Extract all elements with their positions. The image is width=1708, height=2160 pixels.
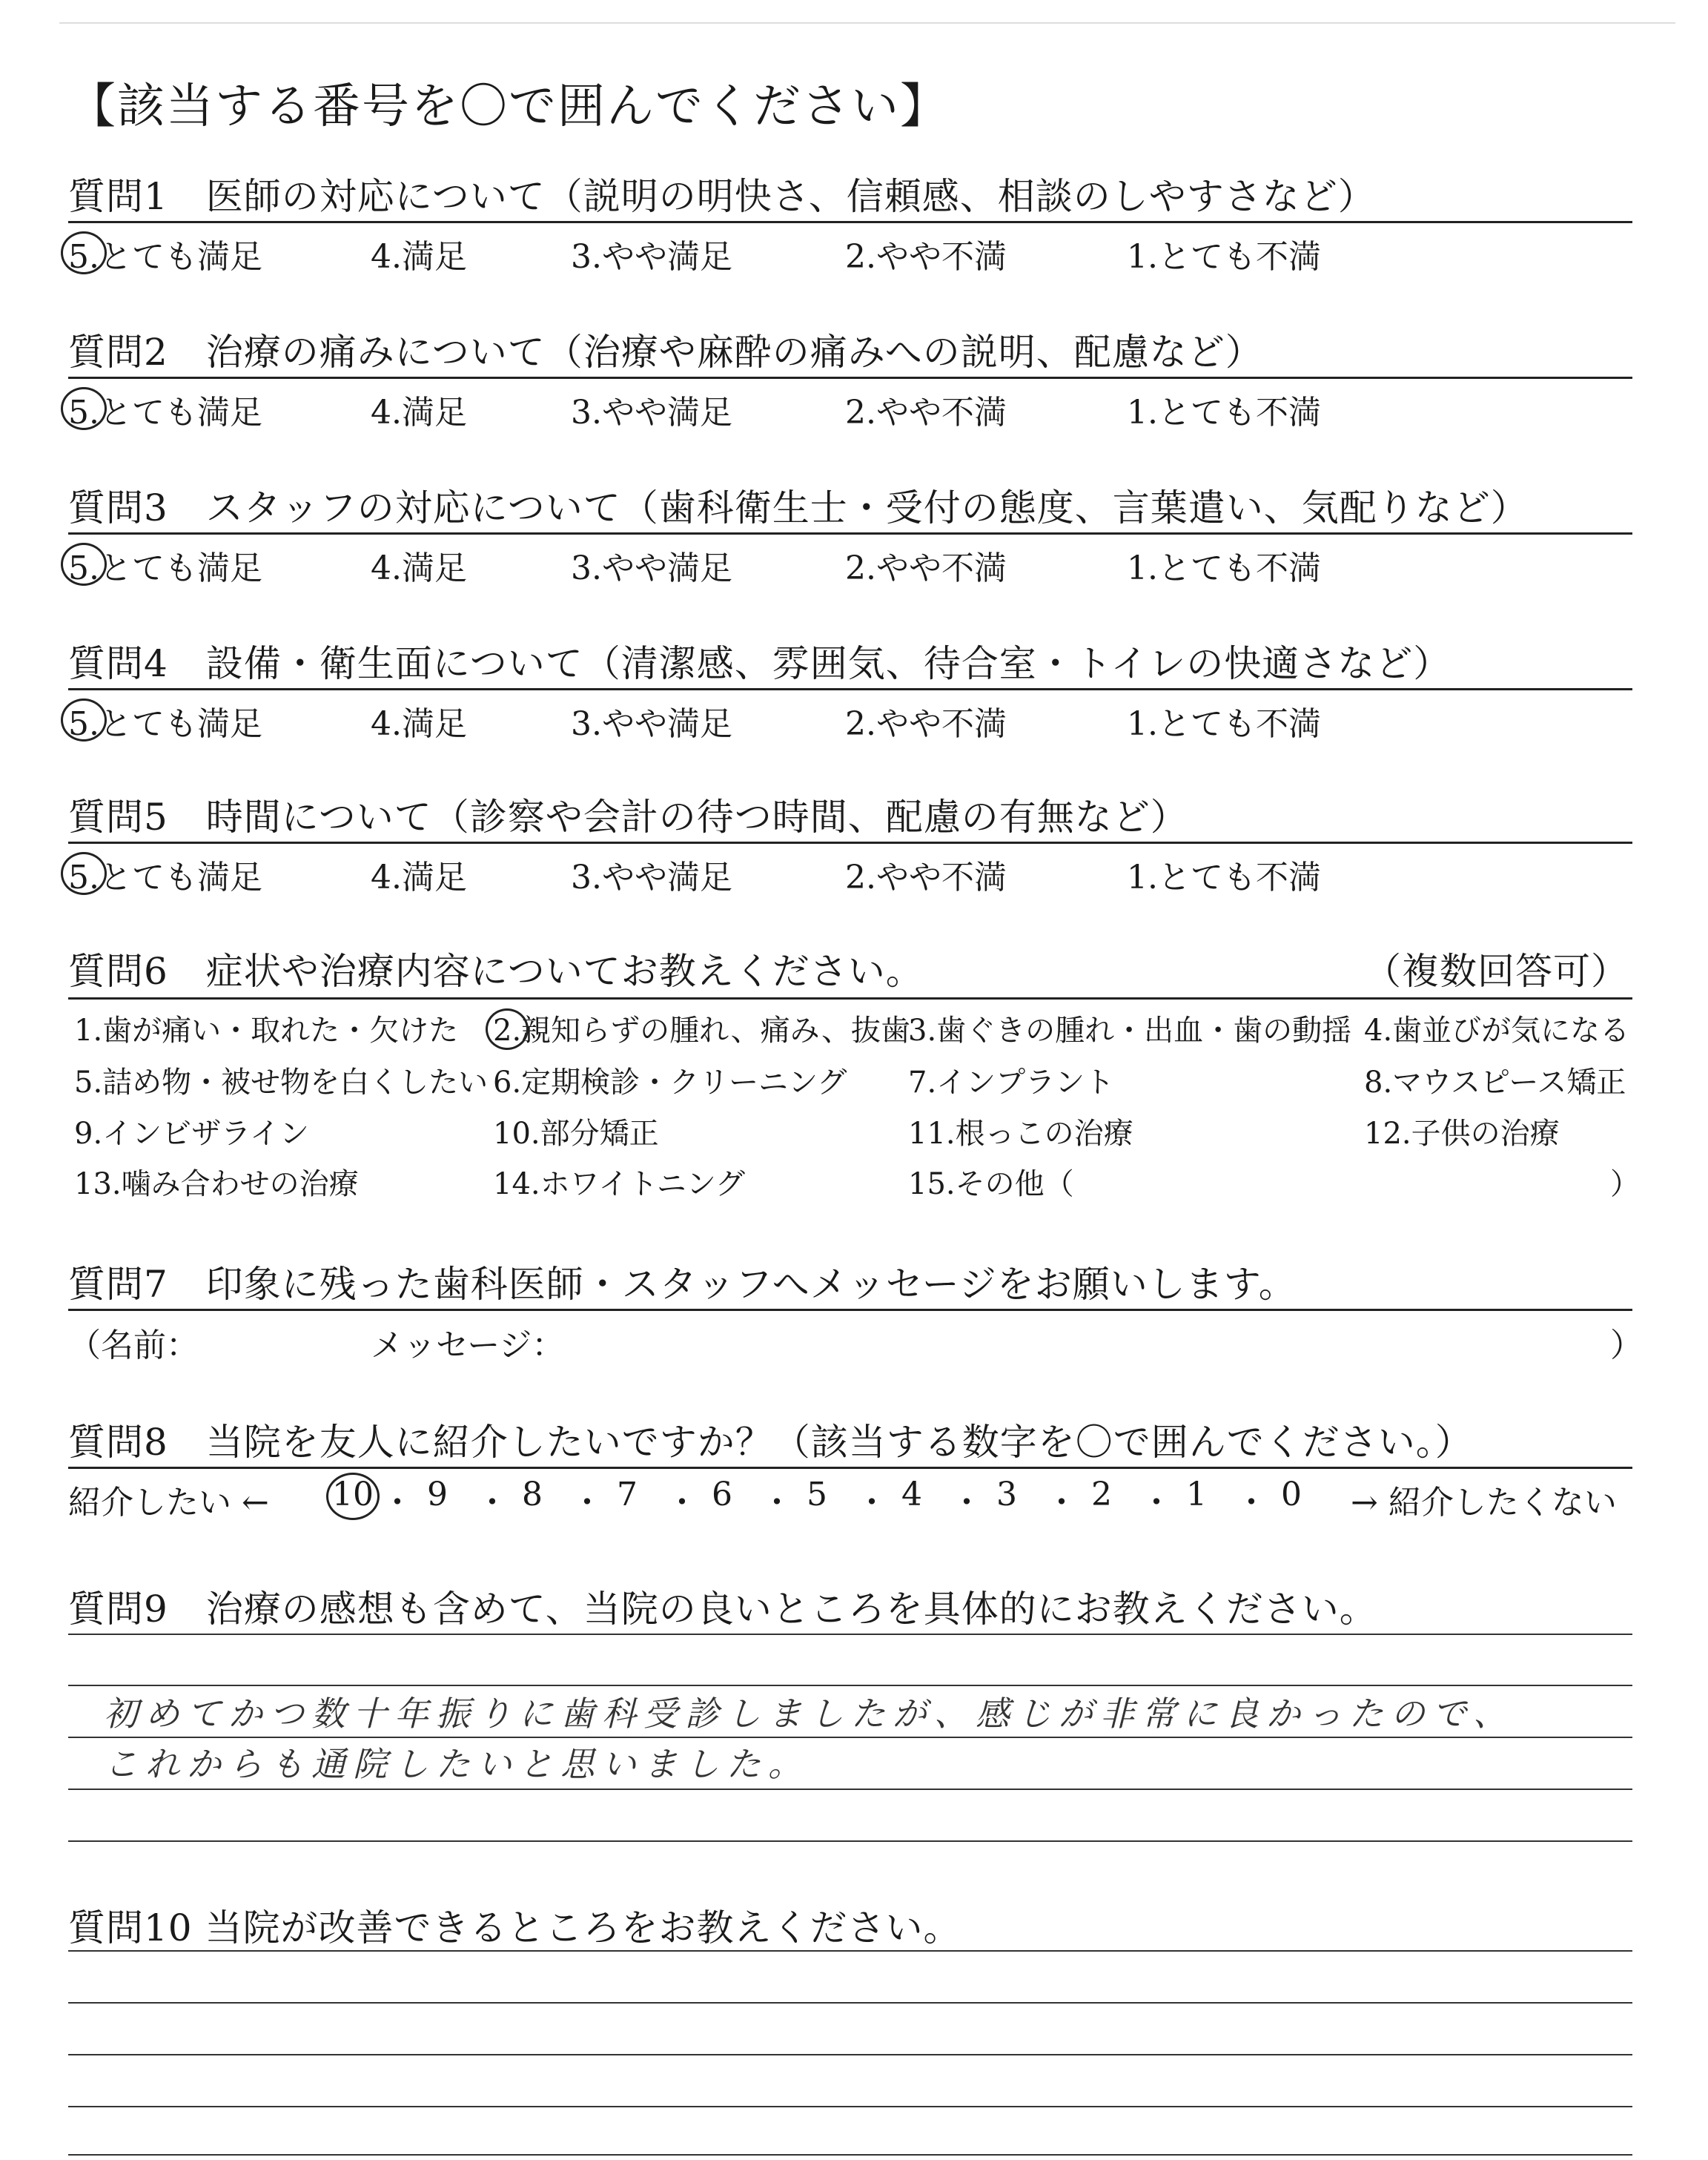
q5-option-1: 1.とても不満	[1127, 859, 1321, 896]
q6-option-11: 11.根っこの治療	[908, 1117, 1133, 1151]
q7-close: ）	[1610, 1327, 1643, 1364]
q9-answer-line-1: 初めてかつ数十年振りに歯科受診しましたが、感じが非常に良かったので、	[104, 1694, 1515, 1734]
q8-scale-2: 2	[1091, 1476, 1112, 1513]
q6-option-12: 12.子供の治療	[1364, 1117, 1560, 1151]
q5-option-5: 5.とても満足	[68, 859, 262, 896]
q4-option-1: 1.とても不満	[1127, 705, 1321, 743]
q6-option-1: 1.歯が痛い・取れた・欠けた	[74, 1014, 459, 1048]
q6-option-2: 2.親知らずの腫れ、痛み、抜歯	[493, 1014, 910, 1048]
q6-title: 質問6 症状や治療内容についてお教えください。	[68, 950, 924, 993]
q3-option-1: 1.とても不満	[1127, 549, 1321, 587]
q9-line-1	[68, 1634, 1632, 1635]
q1-option-1: 1.とても不満	[1127, 238, 1321, 276]
q6-option-5: 5.詰め物・被せ物を白くしたい	[74, 1066, 489, 1100]
q8-scale-9: 9	[427, 1476, 448, 1513]
q9-line-5	[68, 1840, 1632, 1842]
q6-option-13: 13.噛み合わせの治療	[74, 1167, 359, 1201]
q2-selection-circle	[61, 387, 107, 430]
q3-option-5: 5.とても満足	[68, 549, 262, 587]
q5-selection-circle	[61, 852, 107, 895]
q3-option-3: 3.やや満足	[571, 549, 732, 587]
q8-scale-3: 3	[996, 1476, 1017, 1513]
q8-scale-6: 6	[712, 1476, 732, 1513]
q8-scale-8: 8	[522, 1476, 543, 1513]
q1-option-5: 5.とても満足	[68, 238, 262, 276]
q6-option-10: 10.部分矯正	[493, 1117, 659, 1151]
q8-right-label: → 紹介したくない	[1351, 1484, 1617, 1522]
q9-line-2	[68, 1685, 1632, 1686]
q8-scale-1: 1	[1186, 1476, 1207, 1513]
q8-rule	[68, 1467, 1632, 1469]
q10-line-1	[68, 1950, 1632, 1952]
q8-scale-dot: ・	[1140, 1484, 1173, 1522]
page-title: 【該当する番号を〇で囲んでください】	[68, 79, 949, 134]
q1-selection-circle	[61, 231, 107, 274]
q8-scale-dot: ・	[761, 1484, 793, 1522]
q2-option-1: 1.とても不満	[1127, 394, 1321, 432]
q10-line-2	[68, 2002, 1632, 2004]
q8-selection-circle	[326, 1473, 380, 1520]
q3-title: 質問3 スタッフの対応について（歯科衛生士・受付の態度、言葉遣い、気配りなど）	[68, 486, 1529, 529]
q3-selection-circle	[61, 543, 107, 586]
q1-rule	[68, 221, 1632, 223]
q9-line-4	[68, 1789, 1632, 1790]
q1-option-2: 2.やや不満	[845, 238, 1007, 276]
q6-selection-circle	[486, 1008, 529, 1050]
q8-scale-dot: ・	[1045, 1484, 1078, 1522]
q4-option-5: 5.とても満足	[68, 705, 262, 743]
q3-rule	[68, 532, 1632, 535]
q7-rule	[68, 1309, 1632, 1311]
q4-option-3: 3.やや満足	[571, 705, 732, 743]
q8-scale-dot: ・	[855, 1484, 888, 1522]
q4-title: 質問4 設備・衛生面について（清潔感、雰囲気、待合室・トイレの快適さなど）	[68, 642, 1452, 685]
q6-option-4: 4.歯並びが気になる	[1364, 1014, 1630, 1048]
q2-option-4: 4.満足	[371, 394, 467, 432]
q6-option-16: ）	[1610, 1167, 1640, 1201]
q8-scale-10: 10	[332, 1476, 374, 1513]
q6-option-9: 9.インビザライン	[74, 1117, 309, 1151]
q2-option-2: 2.やや不満	[845, 394, 1007, 432]
q10-line-4	[68, 2106, 1632, 2107]
q8-title: 質問8 当院を友人に紹介したいですか？（該当する数字を〇で囲んでください。）	[68, 1421, 1473, 1464]
q8-scale-dot: ・	[666, 1484, 698, 1522]
q10-title: 質問10 当院が改善できるところをお教えください。	[68, 1906, 961, 1949]
q5-rule	[68, 842, 1632, 844]
q8-scale-dot: ・	[381, 1484, 414, 1522]
q4-selection-circle	[61, 698, 107, 742]
q8-scale-7: 7	[617, 1476, 638, 1513]
q8-scale-0: 0	[1281, 1476, 1302, 1513]
q6-option-8: 8.マウスピース矯正	[1364, 1066, 1626, 1100]
q8-scale-5: 5	[807, 1476, 827, 1513]
q8-scale-dot: ・	[476, 1484, 509, 1522]
q6-option-7: 7.インプラント	[908, 1066, 1115, 1100]
q8-scale-4: 4	[901, 1476, 922, 1513]
q8-scale-dot: ・	[950, 1484, 983, 1522]
q9-answer-line-2: これからも通院したいと思いました。	[104, 1744, 810, 1784]
q6-option-14: 14.ホワイトニング	[493, 1167, 746, 1201]
q6-option-15: 15.その他（	[908, 1167, 1074, 1201]
q8-left-label: 紹介したい ←	[68, 1484, 269, 1522]
q7-title: 質問7 印象に残った歯科医師・スタッフへメッセージをお願いします。	[68, 1263, 1297, 1306]
q6-option-3: 3.歯ぐきの腫れ・出血・歯の動揺	[908, 1014, 1352, 1048]
q2-option-3: 3.やや満足	[571, 394, 732, 432]
q3-option-2: 2.やや不満	[845, 549, 1007, 587]
q2-option-5: 5.とても満足	[68, 394, 262, 432]
q8-scale-dot: ・	[571, 1484, 603, 1522]
q8-scale-dot: ・	[1235, 1484, 1268, 1522]
page-top-edge	[59, 22, 1675, 24]
q7-message-label: メッセージ：	[371, 1327, 565, 1364]
q6-note: （複数回答可）	[1364, 950, 1629, 993]
q1-option-4: 4.満足	[371, 238, 467, 276]
q4-rule	[68, 688, 1632, 690]
q10-line-3	[68, 2054, 1632, 2055]
q4-option-4: 4.満足	[371, 705, 467, 743]
q2-rule	[68, 377, 1632, 379]
q5-option-4: 4.満足	[371, 859, 467, 896]
q9-title: 質問9 治療の感想も含めて、当院の良いところを具体的にお教えください。	[68, 1588, 1377, 1631]
q6-option-6: 6.定期検診・クリーニング	[493, 1066, 847, 1100]
q10-line-5	[68, 2154, 1632, 2156]
q5-option-2: 2.やや不満	[845, 859, 1007, 896]
q2-title: 質問2 治療の痛みについて（治療や麻酔の痛みへの説明、配慮など）	[68, 331, 1263, 374]
q5-option-3: 3.やや満足	[571, 859, 732, 896]
q6-rule	[68, 997, 1632, 1000]
q1-option-3: 3.やや満足	[571, 238, 732, 276]
q7-name-label: （名前：	[68, 1327, 199, 1364]
q3-option-4: 4.満足	[371, 549, 467, 587]
q1-title: 質問1 医師の対応について（説明の明快さ、信頼感、相談のしやすさなど）	[68, 175, 1376, 218]
q4-option-2: 2.やや不満	[845, 705, 1007, 743]
q5-title: 質問5 時間について（診察や会計の待つ時間、配慮の有無など）	[68, 796, 1188, 839]
